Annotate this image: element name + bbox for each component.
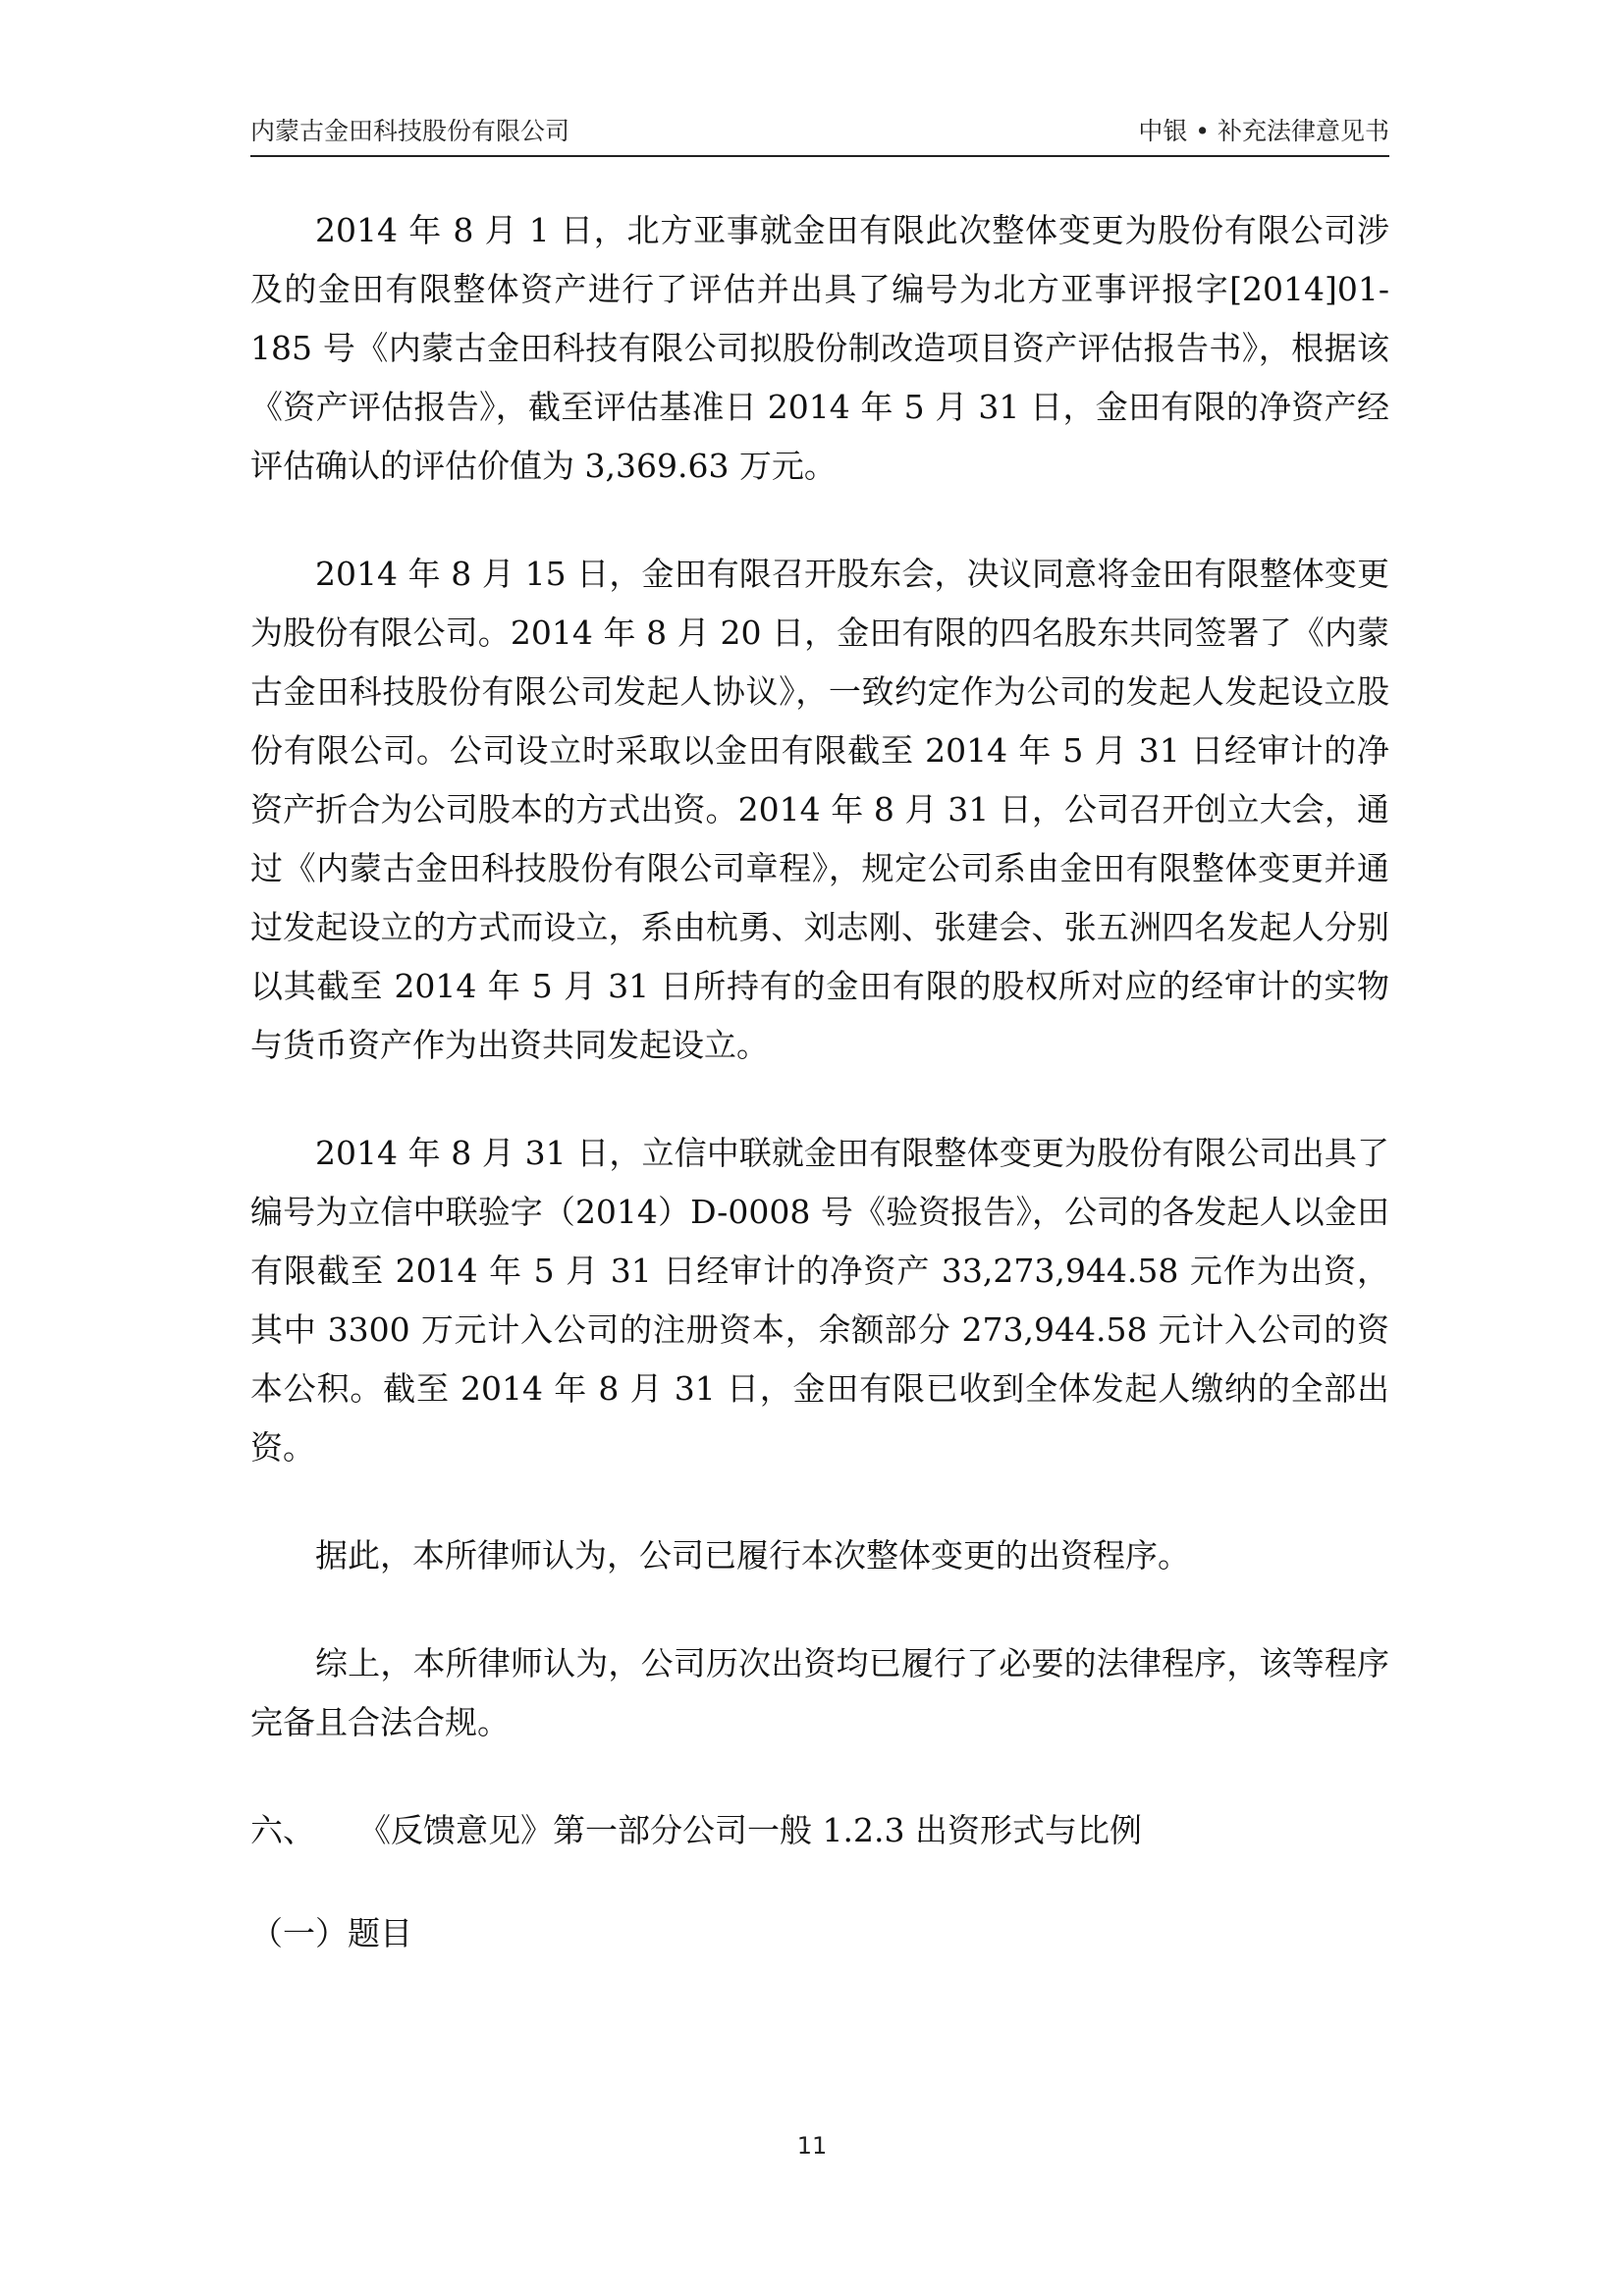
paragraph-shareholder-meeting: 2014 年 8 月 15 日，金田有限召开股东会，决议同意将金田有限整体变更为股份有限公司。2014 年 8 月 20 日，金田有限的四名股东共同签署了《内蒙古金田科技股份有限公司发起人协议》，一致约定作为公司的发起人发起设立股份有限公司。公司设立时采取以金田有限截至 2014 年 5 月 31 日经审计的净资产折合为公司股本的方式出资。2014 年 8 月 31 日，公司召开创立大会，通过《内蒙古金田科技股份有限公司章程》，规定公司系由金田有限整体变更并通过发起设立的方式而设立，系由杭勇、刘志刚、张建会、张五洲四名发起人分别以其截至 2014 年 5 月 31 日所持有的金田有限的股权所对应的经审计的实物与货币资产作为出资共同发起设立。: [250, 555, 1389, 1064]
section-number: 六、: [250, 1811, 315, 1849]
page-header: [250, 110, 1389, 157]
paragraph-conclusion: 综上，本所律师认为，公司历次出资均已履行了必要的法律程序，该等程序完备且合法合规。: [250, 1644, 1389, 1741]
header-company-name: 内蒙古金田科技股份有限公司: [250, 117, 570, 145]
subsection-heading: （一）题目: [250, 1914, 412, 1952]
paragraph-lawyer-opinion: 据此，本所律师认为，公司已履行本次整体变更的出资程序。: [315, 1536, 1190, 1575]
paragraph-asset-appraisal: 2014 年 8 月 1 日，北方亚事就金田有限此次整体变更为股份有限公司涉及的金田有限整体资产进行了评估并出具了编号为北方亚事评报字[2014]01-185 号《内蒙古金田科技有限公司拟股份制改造项目资产评估报告书》，根据该《资产评估报告》，截至评估基准日 2014 年 5 月 31 日，金田有限的净资产经评估确认的评估价值为 3,369.63 万元。: [250, 211, 1389, 485]
document-body: [250, 201, 1389, 1963]
section-title: 《反馈意见》第一部分公司一般 1.2.3 出资形式与比例: [358, 1811, 1142, 1849]
section-heading: [250, 1801, 1389, 1860]
header-document-title: 中银 • 补充法律意见书: [1138, 117, 1389, 145]
paragraph-capital-verification: 2014 年 8 月 31 日，立信中联就金田有限整体变更为股份有限公司出具了编号为立信中联验字（2014）D-0008 号《验资报告》，公司的各发起人以金田有限截至 2014 年 5 月 31 日经审计的净资产 33,273,944.58 元作为出资，其中 3300 万元计入公司的注册资本，余额部分 273,944.58 元计入公司的资本公积。截至 2014 年 8 月 31 日，金田有限已收到全体发起人缴纳的全部出资。: [250, 1134, 1389, 1467]
page-number: 11: [796, 2132, 828, 2160]
